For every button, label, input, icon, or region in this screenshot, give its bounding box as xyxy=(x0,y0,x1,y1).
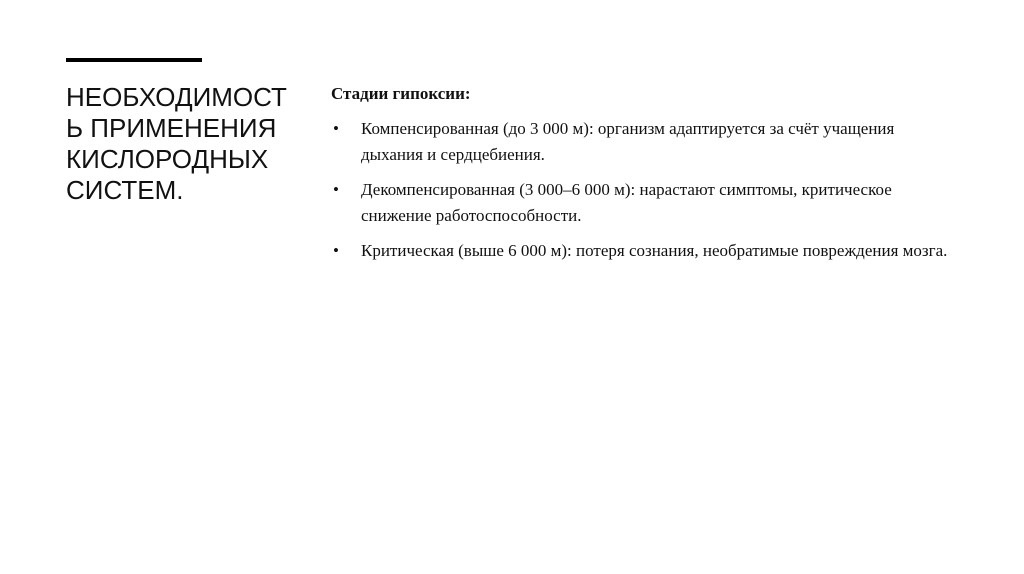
bullet-icon: • xyxy=(333,119,339,138)
stage-text: Компенсированная (до 3 000 м): организм адаптируется за счёт учащения дыхания и сердцебиения. xyxy=(361,119,895,164)
content-heading: Стадии гипоксии: xyxy=(331,84,471,103)
content-block xyxy=(331,82,951,273)
list-item xyxy=(331,177,951,229)
stage-text: Декомпенсированная (3 000–6 000 м): нарастают симптомы, критическое снижение работоспособности. xyxy=(361,180,892,225)
title-accent-bar xyxy=(66,58,202,62)
bullet-icon: • xyxy=(333,180,339,199)
list-item xyxy=(331,238,951,264)
stage-list xyxy=(331,116,951,264)
stage-text: Критическая (выше 6 000 м): потеря сознания, необратимые повреждения мозга. xyxy=(361,241,948,260)
bullet-icon: • xyxy=(333,241,339,260)
slide-title: НЕОБХОДИМОСТЬ ПРИМЕНЕНИЯ КИСЛОРОДНЫХ СИСТЕМ. xyxy=(66,82,287,205)
list-item xyxy=(331,116,951,168)
